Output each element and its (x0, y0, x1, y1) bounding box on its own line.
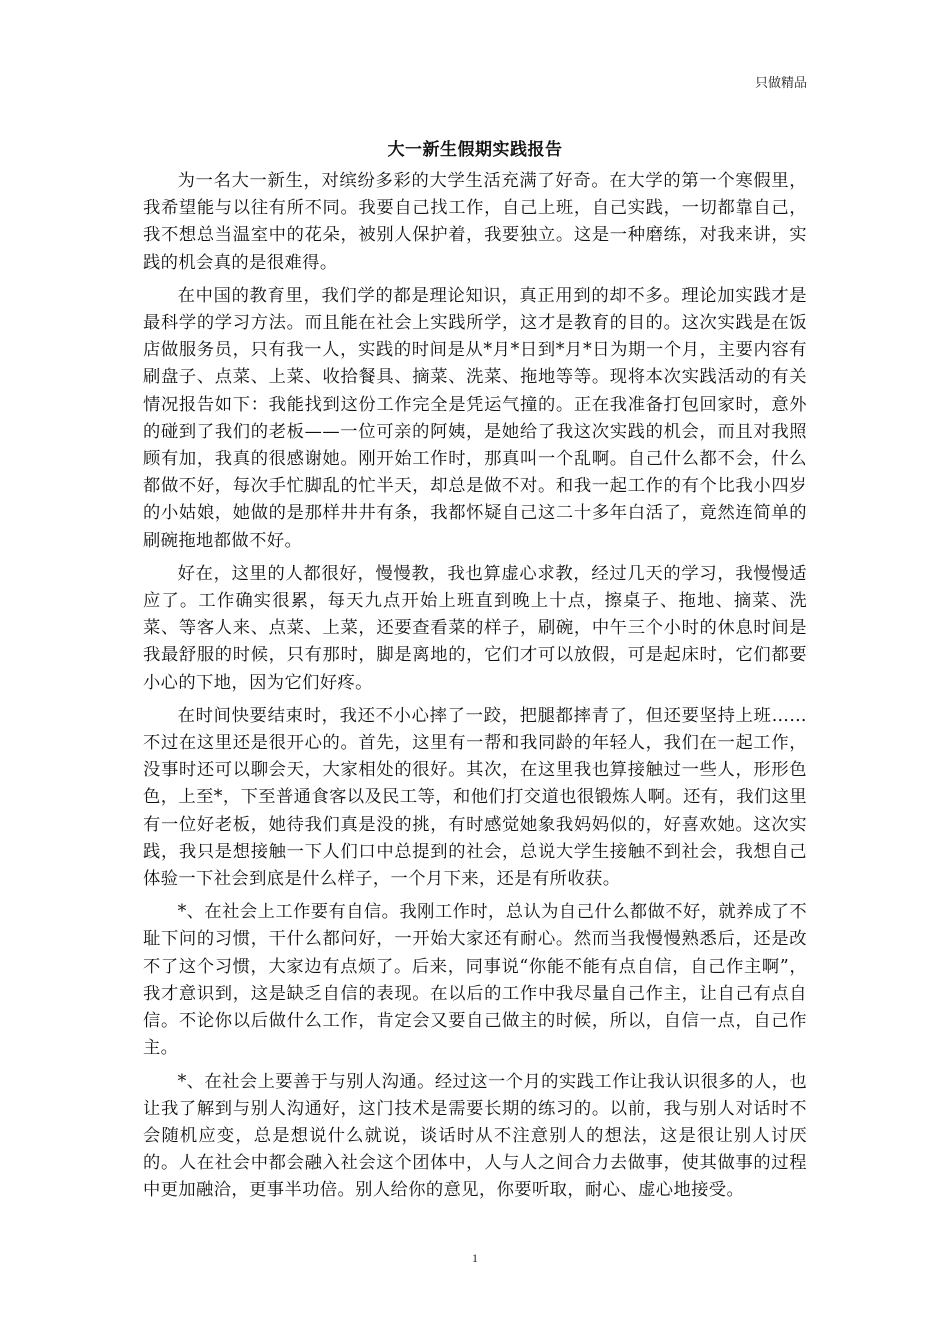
paragraph-5: *、在社会上工作要有自信。我刚工作时，总认为自己什么都做不好，就养成了不耻下问的习惯，干什么都问好，一开始大家还有耐心。然而当我慢慢熟悉后，还是改不了这个习惯，大家边有点烦了。后来，同事说“你能不能有点自信，自己作主啊”，我才意识到，这是缺乏自信的表现。在以后的工作中我尽量自己作主，让自己有点自信。不论你以后做什么工作，肯定会又要自己做主的时候，所以，自信一点，自己作主。 (143, 902, 807, 1059)
paragraph-6: *、在社会上要善于与别人沟通。经过这一个月的实践工作让我认识很多的人，也让我了解到与别人沟通好，这门技术是需要长期的练习的。以前，我与别人对话时不会随机应变，总是想说什么就说，谈话时从不注意别人的想法，这是很让别人讨厌的。人在社会中都会融入社会这个团体中，人与人之间合力去做事，使其做事的过程中更加融洽，更事半功倍。别人给你的意见，你要听取，耐心、虚心地接受。 (143, 1071, 807, 1201)
paragraph-1: 为一名大一新生，对缤纷多彩的大学生活充满了好奇。在大学的第一个寒假里，我希望能与以往有所不同。我要自己找工作，自己上班，自己实践，一切都靠自己，我不想总当温室中的花朵，被别人保护着，我要独立。这是一种磨练，对我来讲，实践的机会真的是很难得。 (143, 171, 807, 273)
paragraph-3: 好在，这里的人都很好，慢慢教，我也算虚心求教，经过几天的学习，我慢慢适应了。工作确实很累，每天九点开始上班直到晚上十点，擦桌子、拖地、摘菜、洗菜、等客人来、点菜、上菜，还要查看菜的样子，刷碗，中午三个小时的休息时间是我最舒服的时候，只有那时，脚是离地的，它们才可以放假，可是起床时，它们都要小心的下地，因为它们好疼。 (143, 563, 807, 693)
header-tag: 只做精品 (754, 76, 807, 91)
document-body (143, 168, 807, 1211)
paragraph-2: 在中国的教育里，我们学的都是理论知识，真正用到的却不多。理论加实践才是最科学的学习方法。而且能在社会上实践所学，这才是教育的目的。这次实践是在饭店做服务员，只有我一人，实践的时间是从*月*日到*月*日为期一个月，主要内容有刷盘子、点菜、上菜、收拾餐具、摘菜、洗菜、拖地等等。现将本次实践活动的有关情况报告如下：我能找到这份工作完全是凭运气撞的。正在我准备打包回家时，意外的碰到了我们的老板——一位可亲的阿姨，是她给了我这次实践的机会，而且对我照顾有加，我真的很感谢她。刚开始工作时，那真叫一个乱啊。自己什么都不会，什么都做不好，每次手忙脚乱的忙半天，却总是做不对。和我一起工作的有个比我小四岁的小姑娘，她做的是那样井井有条，我都怀疑自己这二十多年白活了，竟然连简单的刷碗拖地都做不好。 (143, 285, 807, 551)
paragraph-4: 在时间快要结束时，我还不小心摔了一跤，把腿都摔青了，但还要坚持上班……不过在这里还是很开心的。首先，这里有一帮和我同龄的年轻人，我们在一起工作，没事时还可以聊会天，大家相处的很好。其次，在这里我也算接触过一些人，形形色色，上至*，下至普通食客以及民工等，和他们打交道也很锻炼人啊。还有，我们这里有一位好老板，她待我们真是没的挑，有时感觉她象我妈妈似的，好喜欢她。这次实践，我只是想接触一下人们口中总提到的社会，总说大学生接触不到社会，我想自己体验一下社会到底是什么样子，一个月下来，还是有所收获。 (143, 705, 807, 890)
document-title: 大一新生假期实践报告 (387, 140, 563, 160)
page-number: 1 (472, 1251, 478, 1265)
